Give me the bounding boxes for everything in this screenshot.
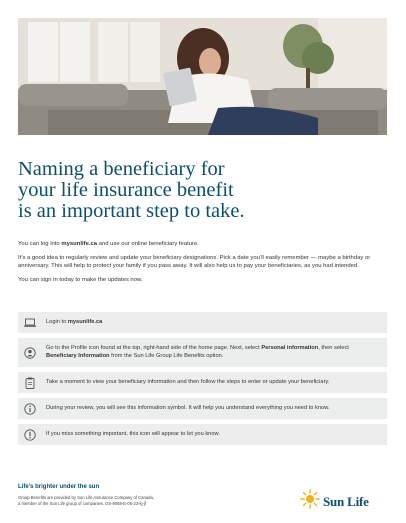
steps-list (18, 312, 387, 450)
logo-wordmark: Sun Life (323, 493, 369, 509)
intro-paragraph-1: You can log into mysunlife.ca and use our online beneficiary feature. (18, 241, 199, 247)
title-line-3: is an important step to take. (18, 200, 245, 222)
sun-life-logo (300, 489, 369, 514)
title-line-2: your life insurance benefit (18, 179, 234, 201)
warning-icon (24, 429, 36, 441)
woman-with-laptop-illustration (18, 18, 387, 135)
legal-text: Group Benefits are provided by Sun Life Assurance Company of Canada, a member of the Sun Life group of companies. DS-9068-E-05-23-kj-jf (18, 495, 154, 506)
hero-image (18, 18, 387, 135)
step-review: Take a moment to view your beneficiary information and then follow the steps to enter or update your beneficiary. (18, 372, 387, 393)
tagline: Life’s brighter under the sun (18, 484, 100, 490)
page-title (18, 159, 388, 222)
clipboard-icon (24, 377, 36, 389)
step-info: During your review, you will see this information symbol. It will help you understand everything you need to know. (18, 398, 387, 419)
sun-logo-icon (300, 489, 320, 514)
mysunlife-link[interactable]: mysunlife.ca (61, 241, 98, 247)
profile-icon (24, 347, 36, 359)
intro-paragraph-2: It’s a good idea to regularly review and update your beneficiary designations. Pick a date you’ll easily remember — maybe a birthday or anniversary. This will help to protect your family if you pass away. It will also help us to pay your beneficiaries, as you had intended. (18, 254, 371, 270)
intro-paragraph-3: You can sign in today to make the updates now. (18, 277, 143, 284)
title-line-1: Naming a beneficiary for (18, 158, 225, 180)
intro-text (18, 240, 388, 290)
info-icon (24, 403, 36, 415)
step-login: Login to mysunlife.ca (18, 312, 387, 333)
login-link[interactable]: mysunlife.ca (67, 318, 103, 325)
step-profile: Go to the Profile icon found at the top, right-hand side of the home page. Next, select Personal information, then select Beneficiary Information from the Sun Life Group Life Benefits option. (18, 338, 387, 367)
step-warning: If you miss something important, this icon will appear to let you know. (18, 424, 387, 445)
laptop-icon (24, 317, 36, 329)
